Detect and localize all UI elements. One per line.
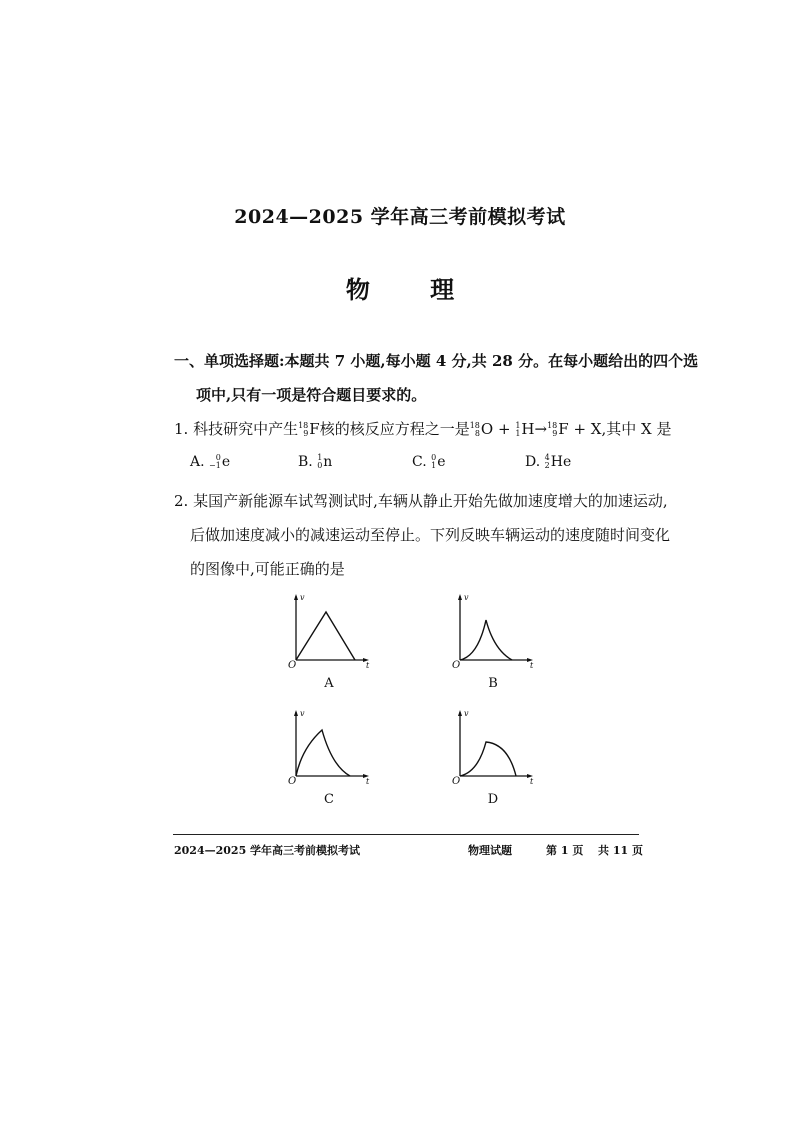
v-axis-arrow [294, 594, 298, 600]
footer-rule [173, 834, 639, 835]
vt-curve [460, 620, 512, 660]
option-c[interactable]: C. 0 1 e [412, 453, 446, 470]
vt-curve [296, 730, 350, 776]
question-2-line1: 2. 某国产新能源车试驾测试时,车辆从静止开始先做加速度增大的加速运动, [174, 492, 668, 510]
footer-page-number: 第 1 页 [546, 844, 584, 857]
v-label: v [464, 593, 469, 602]
origin-label: O [288, 660, 297, 671]
footer-exam-name: 2024—2025 学年高三考前模拟考试 [174, 844, 361, 857]
question-2-line3: 的图像中,可能正确的是 [190, 560, 345, 578]
t-label: t [366, 777, 370, 786]
graph-d-label: D [487, 792, 499, 807]
option-b[interactable]: B. 1 0 n [298, 453, 333, 470]
graph-a[interactable] [286, 592, 376, 676]
v-axis-arrow [458, 594, 462, 600]
origin-label: O [288, 776, 297, 787]
graph-d[interactable] [450, 708, 540, 792]
footer-subject: 物理试题 [468, 844, 512, 857]
exam-title: 2024—2025 学年高三考前模拟考试 [234, 206, 566, 228]
option-d[interactable]: D. 4 2 He [525, 453, 572, 470]
v-label: v [464, 709, 469, 718]
origin-label: O [452, 660, 461, 671]
question-1-stem: 1. 科技研究中产生 18 9 F核的核反应方程之一是 18 8 O + 1 1 H→ 18 9 F + X,其中 X 是 [174, 420, 672, 438]
nuclide-f18: 18 9 F [298, 420, 320, 438]
section-heading-line2: 项中,只有一项是符合题目要求的。 [196, 386, 427, 404]
section-heading-line1: 一、单项选择题:本题共 7 小题,每小题 4 分,共 28 分。在每小题给出的四个选 [174, 352, 699, 370]
subject-title: 物 理 [345, 275, 481, 304]
v-axis-arrow [458, 710, 462, 716]
v-label: v [300, 709, 305, 718]
footer-page-total: 共 11 页 [598, 844, 643, 857]
v-label: v [300, 593, 305, 602]
graph-b[interactable] [450, 592, 540, 676]
graph-c[interactable] [286, 708, 376, 792]
nuclide-o18: 18 8 O [469, 420, 494, 438]
graph-c-label: C [324, 792, 334, 807]
graph-b-label: B [488, 676, 498, 691]
question-2-line2: 后做加速度减小的减速运动至停止。下列反映车辆运动的速度随时间变化 [190, 526, 671, 544]
t-label: t [530, 777, 534, 786]
vt-curve [296, 612, 355, 660]
vt-curve [460, 742, 516, 776]
origin-label: O [452, 776, 461, 787]
option-a[interactable]: A. 0 −1 e [190, 453, 231, 470]
graph-a-label: A [324, 676, 334, 691]
nuclide-h1: 1 1 H [515, 420, 535, 438]
t-label: t [366, 661, 370, 670]
v-axis-arrow [294, 710, 298, 716]
nuclide-f18-product: 18 9 F [547, 420, 569, 438]
t-label: t [530, 661, 534, 670]
